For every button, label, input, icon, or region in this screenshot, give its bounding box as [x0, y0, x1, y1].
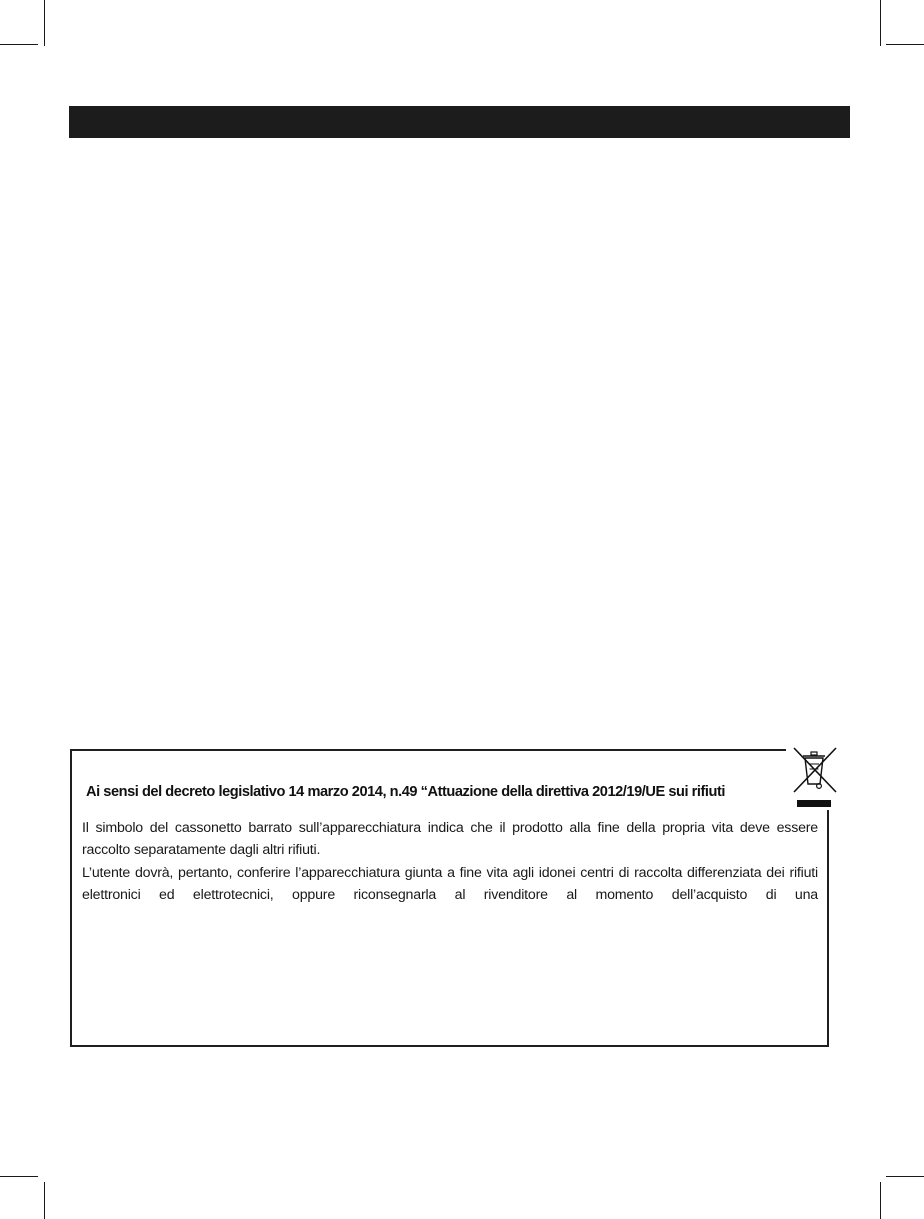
header-bar — [69, 106, 850, 138]
crop-mark — [880, 0, 881, 46]
notice-paragraph-symbol: Il simbolo del cassonetto barrato sull’apparecchiatura indica che il prodotto alla fine della propria vita deve essere raccolto separatamente dagli altri rifiuti. — [82, 820, 818, 859]
crop-mark — [886, 44, 924, 45]
notice-paragraph-disposal: L’utente dovrà, pertanto, conferire l’apparecchiatura giunta a fine vita agli idonei centri di raccolta differenziata dei rifiuti elettronici ed elettrotecnici, oppure riconsegnarla al rivenditore al momento dell’acquisto di una — [82, 864, 818, 903]
notice-heading: Ai sensi del decreto legislativo 14 marzo 2014, n.49 “Attuazione della direttiva 2012/19/UE sui rifiuti — [86, 784, 786, 800]
crossed-out-wheelie-bin-icon — [786, 744, 842, 810]
crop-mark — [880, 1182, 881, 1219]
crop-mark — [0, 1176, 38, 1177]
crop-mark — [44, 1182, 45, 1219]
crop-mark — [0, 44, 38, 45]
crop-mark — [886, 1176, 924, 1177]
crop-mark — [44, 0, 45, 46]
notice-body — [82, 817, 818, 906]
